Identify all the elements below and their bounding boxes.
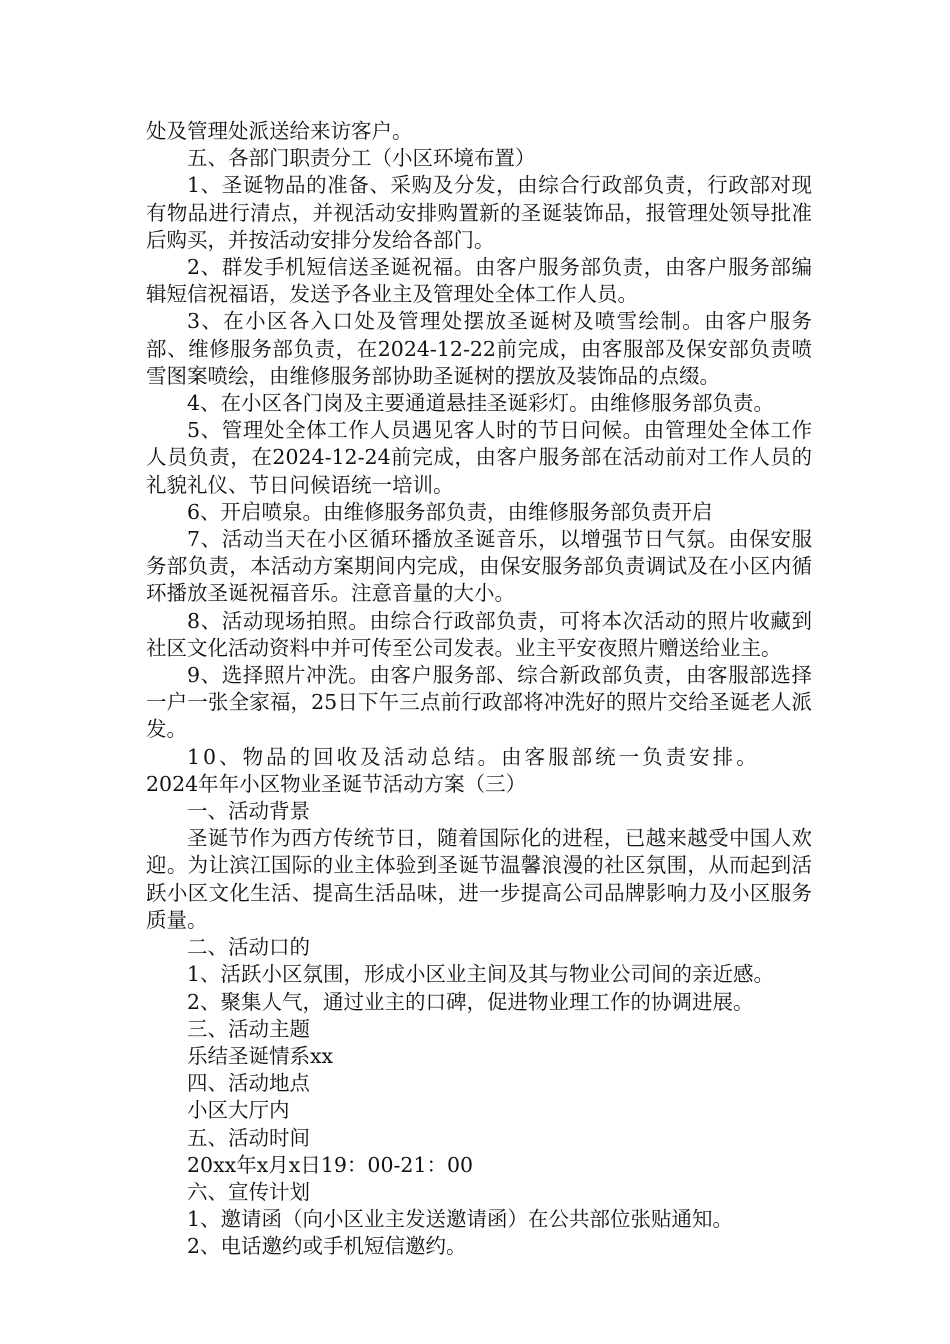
section-heading-department-duties: 五、各部门职责分工（小区环境布置） [187, 146, 536, 171]
heading-time: 五、活动时间 [187, 1125, 310, 1150]
paragraph-item-5: 5、管理处全体工作人员遇见客人时的节日问候。由管理处全体工作人员负责，在2024-12-24前完成，由客户服务部在活动前对工作人员的礼貌礼仪、节日问候语统一培训。 [146, 418, 812, 497]
paragraph-item-8: 8、活动现场拍照。由综合行政部负责，可将本次活动的照片收藏到社区文化活动资料中并可传至公司发表。业主平安夜照片赠送给业主。 [146, 608, 812, 660]
publicity-item-1: 1、邀请函（向小区业主发送邀请函）在公共部位张贴通知。 [187, 1207, 734, 1232]
purpose-item-2: 2、聚集人气，通过业主的口碑，促进物业理工作的协调进展。 [187, 989, 754, 1014]
location-text: 小区大厅内 [187, 1098, 290, 1123]
publicity-item-2: 2、电话邀约或手机短信邀约。 [187, 1234, 467, 1259]
heading-purpose: 二、活动口的 [187, 935, 310, 960]
theme-text: 乐结圣诞情系xx [187, 1043, 334, 1068]
heading-publicity: 六、宣传计划 [187, 1179, 310, 1204]
heading-location: 四、活动地点 [187, 1071, 310, 1096]
paragraph-item-3: 3、在小区各入口处及管理处摆放圣诞树及喷雪绘制。由客户服务部、维修服务部负责，在2024-12-22前完成，由客服部及保安部负责喷雪图案喷绘，由维修服务部协助圣诞树的摆放及装饰品的点缀。 [146, 309, 812, 388]
paragraph-background: 圣诞节作为西方传统节日，随着国际化的进程，已越来越受中国人欢迎。为让滨江国际的业主体验到圣诞节温馨浪漫的社区氛围，从而起到活跃小区文化生活、提高生活品味，进一步提高公司品牌影响力及小区服务质量。 [146, 826, 812, 932]
paragraph-item-1: 1、圣诞物品的准备、采购及分发，由综合行政部负责，行政部对现有物品进行清点，并视活动安排购置新的圣诞装饰品，报管理处领导批准后购买，并按活动安排分发给各部门。 [146, 173, 812, 252]
paragraph-item-7: 7、活动当天在小区循环播放圣诞音乐，以增强节日气氛。由保安服务部负责，本活动方案期间内完成，由保安服务部负责调试及在小区内循环播放圣诞祝福音乐。注意音量的大小。 [146, 527, 812, 606]
paragraph-item-10: 10、物品的回收及活动总结。由客服部统一负责安排。 [187, 744, 760, 769]
heading-theme: 三、活动主题 [187, 1016, 310, 1041]
paragraph-item-4: 4、在小区各门岗及主要通道悬挂圣诞彩灯。由维修服务部负责。 [187, 391, 775, 416]
purpose-item-1: 1、活跃小区氛围，形成小区业主间及其与物业公司间的亲近感。 [187, 962, 775, 987]
paragraph-item-6: 6、开启喷泉。由维修服务部负责，由维修服务部负责开启 [187, 499, 713, 524]
document-section-title: 2024年年小区物业圣诞节活动方案（三） [146, 771, 527, 796]
time-text: 20xx年x月x日19：00-21：00 [187, 1152, 474, 1177]
paragraph-continuation: 处及管理处派送给来访客户。 [146, 119, 413, 143]
paragraph-item-9: 9、选择照片冲洗。由客户服务部、综合新政部负责，由客服部选择一户一张全家福，25日下午三点前行政部将冲洗好的照片交给圣诞老人派发。 [146, 663, 812, 742]
paragraph-item-2: 2、群发手机短信送圣诞祝福。由客户服务部负责，由客户服务部编辑短信祝福语，发送予各业主及管理处全体工作人员。 [146, 255, 812, 307]
heading-background: 一、活动背景 [187, 799, 310, 824]
document-body [146, 118, 812, 1261]
